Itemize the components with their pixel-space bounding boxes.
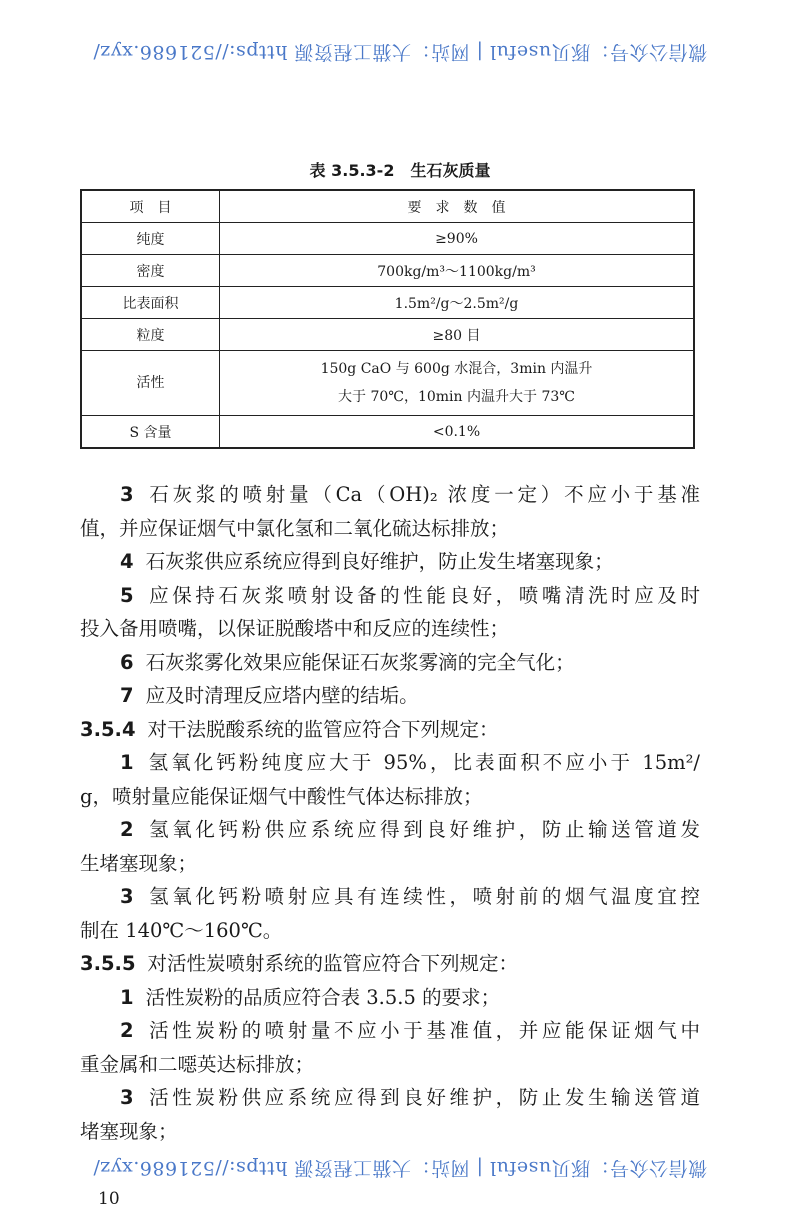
item-number: 6 [120, 650, 134, 674]
item-number: 3.5.4 [80, 717, 136, 741]
line-text: 投入备用喷嘴，以保证脱酸塔中和反应的连续性； [80, 617, 510, 640]
paragraph-line [80, 646, 700, 680]
line-text: 活性炭粉的品质应符合表 3.5.5 的要求； [145, 985, 501, 1009]
paragraph-line [80, 512, 700, 546]
line-text: 对活性炭喷射系统的监管应符合下列规定： [147, 952, 519, 975]
paragraph-line [80, 914, 700, 948]
paragraph-line [80, 1081, 700, 1115]
table-row [81, 319, 694, 351]
paragraph-line [80, 679, 700, 713]
header-cell: 要 求 数 值 [220, 190, 695, 223]
clause-heading-line [80, 947, 700, 981]
item-number: 4 [120, 550, 134, 573]
item-number: 2 [120, 818, 134, 841]
table-row [81, 287, 694, 319]
item-number: 1 [120, 985, 134, 1009]
cell: 密度 [81, 255, 220, 287]
line-text: 活性炭粉供应系统应得到良好维护，防止发生输送管道 [145, 1086, 700, 1109]
header-cell: 项 目 [81, 190, 220, 223]
paragraph-line [80, 545, 700, 579]
paragraph-line [80, 1048, 700, 1082]
item-number: 2 [120, 1019, 134, 1042]
cell: 比表面积 [81, 287, 220, 319]
watermark-bottom: 微信公众号：豚贝useful | 网站：大猫工程资源 https://521686.xyz/ [92, 1157, 708, 1179]
item-number: 7 [120, 684, 134, 707]
line-text: 氢氧化钙粉供应系统应得到良好维护，防止输送管道发 [145, 818, 700, 841]
cell: ≥90% [220, 223, 695, 255]
paragraph-line [80, 746, 700, 780]
paragraph-line [80, 847, 700, 881]
line-text: 生堵塞现象； [80, 851, 198, 875]
table-caption: 表 3.5.3-2 生石灰质量 [309, 161, 491, 180]
paragraph-line [80, 880, 700, 914]
line-text: 氢氧化钙粉纯度应大于 95%，比表面积不应小于 15m²/ [145, 751, 700, 774]
item-number: 5 [120, 583, 134, 607]
paragraph-line [80, 813, 700, 847]
table-row [81, 255, 694, 287]
line-text: 石灰浆雾化效果应能保证石灰浆雾滴的完全气化； [145, 650, 575, 674]
line-text: 制在 140℃～160℃。 [80, 918, 283, 942]
table-row [81, 416, 694, 449]
cell: 粒度 [81, 319, 220, 351]
cell-line: 150g CaO 与 600g 水混合，3min 内温升 [320, 361, 593, 377]
quicklime-quality-table [80, 189, 695, 449]
paragraph-line [80, 579, 700, 613]
cell-line: 大于 70℃，10min 内温升大于 73℃ [338, 389, 575, 405]
item-number: 3.5.5 [80, 952, 136, 975]
line-text: 对干法脱酸系统的监管应符合下列规定： [147, 717, 499, 741]
cell [220, 351, 695, 416]
line-text: 活性炭粉的喷射量不应小于基准值，并应能保证烟气中 [145, 1019, 700, 1042]
paragraph-line [80, 612, 700, 646]
item-number: 1 [120, 751, 134, 774]
page-number: 10 [98, 1189, 120, 1209]
paragraph-line [80, 981, 700, 1015]
line-text: 堵塞现象； [80, 1119, 178, 1143]
line-text: 重金属和二噁英达标排放； [80, 1052, 315, 1076]
cell: <0.1% [220, 416, 695, 449]
line-text: 氢氧化钙粉喷射应具有连续性，喷射前的烟气温度宜控 [145, 885, 700, 908]
watermark-top: 微信公众号：豚贝useful | 网站：大猫工程资源 https://521686.xyz/ [92, 41, 708, 63]
table-row [81, 351, 694, 416]
line-text: g，喷射量应能保证烟气中酸性气体达标排放； [80, 784, 483, 808]
cell: ≥80 目 [220, 319, 695, 351]
paragraph-line [80, 1014, 700, 1048]
line-text: 石灰浆的喷射量（Ca（OH)₂ 浓度一定）不应小于基准 [145, 483, 700, 506]
item-number: 3 [120, 885, 134, 908]
table-row [81, 223, 694, 255]
line-text: 石灰浆供应系统应得到良好维护，防止发生堵塞现象； [145, 550, 614, 573]
paragraph-line [80, 780, 700, 814]
cell: 活性 [81, 351, 220, 416]
cell: 1.5m²/g～2.5m²/g [220, 287, 695, 319]
line-text: 值，并应保证烟气中氯化氢和二氧化硫达标排放； [80, 516, 510, 540]
cell: 纯度 [81, 223, 220, 255]
item-number: 3 [120, 1086, 134, 1109]
table-header-row [81, 190, 694, 223]
paragraph-line [80, 1115, 700, 1149]
body-text [80, 478, 700, 1148]
clause-heading-line [80, 713, 700, 747]
item-number: 3 [120, 483, 134, 506]
line-text: 应及时清理反应塔内壁的结垢。 [145, 684, 419, 707]
line-text: 应保持石灰浆喷射设备的性能良好，喷嘴清洗时应及时 [145, 583, 700, 607]
cell: 700kg/m³～1100kg/m³ [220, 255, 695, 287]
cell: S 含量 [81, 416, 220, 449]
paragraph-line [80, 478, 700, 512]
